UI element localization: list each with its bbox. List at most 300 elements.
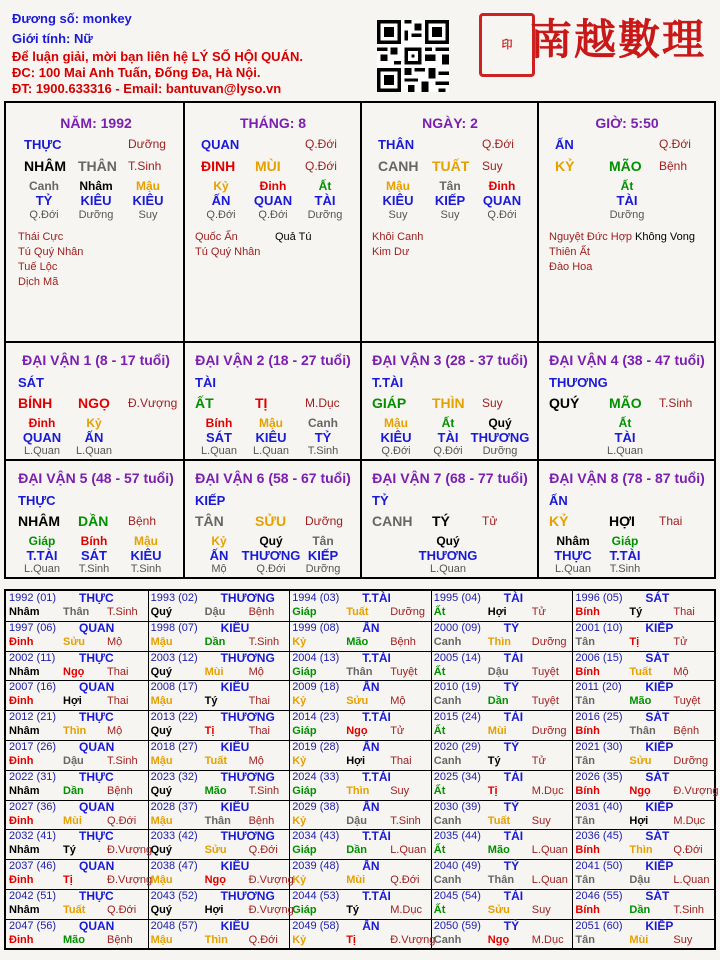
heavenly-stem: KỶ xyxy=(555,158,575,174)
year-label: 2038 (47) xyxy=(150,860,198,873)
year-ten-god: QUAN xyxy=(79,740,115,754)
year-label: 2041 (50) xyxy=(575,860,623,873)
year-label: 2007 (16) xyxy=(9,681,57,694)
year-ten-god: ẤN xyxy=(362,918,380,933)
year-life-stage: Tử xyxy=(390,725,405,738)
year-cell xyxy=(290,740,431,770)
year-cell xyxy=(573,859,714,889)
luck-stem: NHÂM xyxy=(18,513,60,529)
luck-hidden-life-stage: L.Quan xyxy=(606,445,644,457)
year-branch: Tị xyxy=(629,635,640,648)
year-branch: Dần xyxy=(629,904,651,916)
branch-life-stage: Q.Đới xyxy=(305,159,337,173)
year-stem: Bính xyxy=(575,904,600,916)
year-branch: Hợi xyxy=(487,606,507,618)
luck-hidden-life-stage: Q.Đới xyxy=(433,445,463,457)
year-stem: Đinh xyxy=(9,933,34,946)
luck-hidden-ten-god: SÁT xyxy=(81,548,107,563)
luck-branch-life-stage: Dưỡng xyxy=(305,514,343,528)
year-branch: Tị xyxy=(63,874,73,887)
luck-hidden-stem: Bính xyxy=(205,416,233,430)
year-ten-god: KIÊU xyxy=(220,859,250,874)
year-ten-god: TÀI xyxy=(503,591,524,605)
luck-ten-god: T.TÀI xyxy=(372,375,404,390)
year-label: 2020 (29) xyxy=(433,741,481,753)
year-stem: Tân xyxy=(575,755,595,767)
year-branch: Sửu xyxy=(63,635,86,648)
year-label: 2008 (17) xyxy=(150,681,198,694)
year-ten-god: TỶ xyxy=(503,799,520,814)
pillar-title: GIỜ: 5:50 xyxy=(595,115,659,131)
year-life-stage: Đ.Vượng xyxy=(390,933,436,946)
luck-hidden-stem: Kỷ xyxy=(86,416,102,430)
luck-stem: GIÁP xyxy=(372,395,407,411)
year-branch: Sửu xyxy=(346,695,369,708)
luck-hidden-stem: Giáp xyxy=(28,534,56,548)
pillar-cell xyxy=(539,103,714,339)
year-label: 2031 (40) xyxy=(575,800,623,813)
luck-ten-god: THỰC xyxy=(18,493,56,508)
year-label: 1993 (02) xyxy=(150,592,198,604)
year-label: 2036 (45) xyxy=(575,830,623,843)
year-life-stage: Q.Đới xyxy=(673,844,703,857)
auspicious-star: Quốc Ấn xyxy=(195,231,238,243)
luck-hidden-life-stage: T.Sinh xyxy=(78,563,110,575)
luck-hidden-stem: Quý xyxy=(259,534,283,548)
hidden-ten-god: ẤN xyxy=(211,193,231,208)
year-branch: Tuất xyxy=(204,755,227,767)
year-ten-god: TÀI xyxy=(503,829,524,844)
year-label: 2043 (52) xyxy=(150,890,198,902)
year-branch: Dậu xyxy=(204,606,226,618)
year-stem: Giáp xyxy=(292,665,317,678)
pillar-cell xyxy=(8,103,183,339)
year-stem: Quý xyxy=(150,784,172,797)
year-ten-god: TỶ xyxy=(503,620,520,635)
luck-hidden-life-stage: L.Quan xyxy=(75,445,113,457)
year-stem: Kỷ xyxy=(292,755,307,767)
year-stem: Giáp xyxy=(292,784,317,797)
year-branch: Thân xyxy=(204,814,231,827)
earthly-branch: MÃO xyxy=(609,158,642,174)
year-cell xyxy=(290,651,431,681)
year-stem: Bính xyxy=(575,665,600,678)
year-ten-god: QUAN xyxy=(79,918,115,933)
luck-period-title: ĐẠI VẬN 6 (58 - 67 tuổi) xyxy=(195,470,351,486)
luck-branch-life-stage: Tử xyxy=(482,514,498,528)
hidden-life-stage: Dưỡng xyxy=(307,209,343,221)
luck-branch-life-stage: M.Dục xyxy=(305,396,340,410)
luck-hidden-ten-god: TỶ xyxy=(314,430,332,445)
year-label: 2021 (30) xyxy=(575,741,623,753)
year-ten-god: THƯƠNG xyxy=(220,650,275,665)
hidden-ten-god: KIẾP xyxy=(434,193,466,208)
year-ten-god: THƯƠNG xyxy=(220,710,275,725)
year-ten-god: QUAN xyxy=(79,620,115,635)
year-stem: Giáp xyxy=(292,904,317,916)
year-branch: Tị xyxy=(346,933,356,946)
year-label: 2005 (14) xyxy=(433,651,481,664)
pillar-title: NĂM: 1992 xyxy=(60,115,132,131)
luck-stem: CANH xyxy=(372,513,413,529)
year-branch: Thìn xyxy=(204,933,228,946)
luck-hidden-ten-god: KIÊU xyxy=(130,548,162,563)
year-stem: Canh xyxy=(433,933,462,946)
luck-hidden-stem: Bính xyxy=(80,534,108,548)
luck-hidden-stem: Quý xyxy=(488,416,512,430)
year-stem: Ất xyxy=(433,665,446,678)
year-branch: Mão xyxy=(629,695,652,708)
hidden-stem: Đinh xyxy=(259,179,287,193)
year-life-stage: Thai xyxy=(248,695,270,708)
year-branch: Ngọ xyxy=(346,725,368,738)
luck-hidden-life-stage: L.Quan xyxy=(429,563,467,575)
year-branch: Dậu xyxy=(346,814,367,827)
stem-life-stage: Q.Đới xyxy=(659,137,691,151)
hidden-ten-god: QUAN xyxy=(482,193,522,208)
hidden-stem: Ất xyxy=(318,179,332,193)
year-label: 2011 (20) xyxy=(575,681,622,694)
year-branch: Mão xyxy=(346,635,369,648)
year-stem: Bính xyxy=(575,784,600,797)
hidden-life-stage: Q.Đới xyxy=(29,209,59,221)
luck-ten-god: ẤN xyxy=(549,493,568,508)
hidden-ten-god: KIÊU xyxy=(382,193,414,208)
year-cell xyxy=(149,651,290,681)
year-ten-god: KIÊU xyxy=(220,620,250,635)
luck-ten-god: THƯƠNG xyxy=(549,375,608,390)
luck-ten-god: TÀI xyxy=(195,375,216,390)
year-life-stage: Mộ xyxy=(248,665,264,678)
year-ten-god: THỰC xyxy=(79,829,114,844)
hidden-stem: Nhâm xyxy=(79,179,113,193)
pillar-title: THÁNG: 8 xyxy=(239,115,307,131)
year-label: 2044 (53) xyxy=(292,890,340,902)
stem-life-stage: Q.Đới xyxy=(305,137,337,151)
year-cell xyxy=(7,770,148,800)
year-label: 2046 (55) xyxy=(575,890,623,902)
year-label: 1997 (06) xyxy=(9,621,57,634)
year-stem: Tân xyxy=(575,874,595,887)
earthly-branch: THÂN xyxy=(78,158,117,174)
year-label: 2049 (58) xyxy=(292,919,340,932)
year-ten-god: THƯƠNG xyxy=(220,591,275,605)
luck-branch: MÃO xyxy=(609,395,642,411)
ten-god-label: THÂN xyxy=(378,137,415,152)
luck-branch: DẦN xyxy=(78,513,109,529)
year-cell xyxy=(432,680,573,710)
auspicious-star: Nguyệt Đức Hợp xyxy=(549,231,633,243)
header xyxy=(0,0,720,100)
year-branch: Ngọ xyxy=(63,665,85,678)
hidden-life-stage: Suy xyxy=(388,209,408,221)
luck-stem: QUÝ xyxy=(549,395,580,411)
luck-hidden-ten-god: THƯƠNG xyxy=(470,430,530,445)
year-branch: Tuất xyxy=(63,904,86,916)
year-stem: Bính xyxy=(575,725,600,738)
year-branch: Tý xyxy=(204,695,218,708)
year-stem: Ất xyxy=(433,844,446,857)
year-life-stage: Mộ xyxy=(390,695,406,708)
year-life-stage: Đ.Vượng xyxy=(673,784,719,797)
year-label: 2003 (12) xyxy=(150,651,198,664)
year-stem: Nhâm xyxy=(9,844,40,857)
year-stem: Canh xyxy=(433,814,462,827)
year-stem: Nhâm xyxy=(9,665,40,678)
year-label: 2028 (37) xyxy=(150,800,198,813)
luck-period-cell xyxy=(539,461,714,577)
year-stem: Đinh xyxy=(9,635,34,648)
year-branch: Thân xyxy=(629,725,656,738)
year-life-stage: Đ.Vượng xyxy=(107,844,153,857)
year-stem: Đinh xyxy=(9,695,34,708)
year-cell xyxy=(7,710,148,740)
year-life-stage: Q.Đới xyxy=(390,874,420,887)
year-stem: Giáp xyxy=(292,844,317,857)
luck-hidden-stem: Quý xyxy=(436,534,460,548)
luck-hidden-ten-god: KIÊU xyxy=(255,430,287,445)
year-stem: Kỷ xyxy=(292,874,307,887)
luck-period-title: ĐẠI VẬN 5 (48 - 57 tuổi) xyxy=(18,470,174,486)
year-life-stage: Mộ xyxy=(673,665,689,678)
year-branch: Dậu xyxy=(487,665,509,678)
year-life-stage: Tuyệt xyxy=(531,695,559,708)
hidden-stem: Mậu xyxy=(136,179,160,193)
year-life-stage: L.Quan xyxy=(531,844,568,857)
stem-life-stage: Q.Đới xyxy=(482,137,514,151)
luck-hidden-life-stage: Q.Đới xyxy=(381,445,411,457)
year-stem: Mậu xyxy=(150,755,173,767)
year-label: 2029 (38) xyxy=(292,800,340,813)
year-branch: Mão xyxy=(487,844,510,857)
year-label: 1995 (04) xyxy=(433,592,481,604)
year-branch: Tuất xyxy=(346,606,369,618)
luck-period-title: ĐẠI VẬN 7 (68 - 77 tuổi) xyxy=(372,470,528,486)
year-stem: Đinh xyxy=(9,814,34,827)
year-life-stage: T.Sinh xyxy=(673,904,704,916)
contact-intro: Để luận giải, mời bạn liên hệ LÝ SỐ HỘI QUÁN. xyxy=(12,49,303,64)
year-life-stage: Bệnh xyxy=(248,606,275,618)
year-branch: Tuất xyxy=(629,665,652,678)
year-label: 2019 (28) xyxy=(292,741,340,753)
year-life-stage: L.Quan xyxy=(673,874,710,887)
year-stem: Canh xyxy=(433,874,462,887)
year-ten-god: THỰC xyxy=(79,650,114,665)
year-label: 2048 (57) xyxy=(150,919,198,932)
year-life-stage: T.Sinh xyxy=(390,814,421,827)
year-life-stage: Thai xyxy=(107,695,129,708)
luck-hidden-stem: Giáp xyxy=(611,534,639,548)
year-ten-god: ẤN xyxy=(362,799,380,814)
year-branch: Dần xyxy=(346,844,367,857)
owner-name: Đương số: monkey xyxy=(12,11,132,26)
year-cell xyxy=(432,919,573,949)
luck-hidden-life-stage: T.Sinh xyxy=(307,445,339,457)
contact-address: ĐC: 100 Mai Anh Tuấn, Đống Đa, Hà Nội. xyxy=(12,65,261,80)
luck-period-title: ĐẠI VẬN 8 (78 - 87 tuổi) xyxy=(549,470,705,486)
luck-period-title: ĐẠI VẬN 2 (18 - 27 tuổi) xyxy=(195,352,351,368)
year-cell xyxy=(7,621,148,651)
year-label: 2002 (11) xyxy=(9,651,56,664)
year-branch: Dần xyxy=(204,635,226,648)
year-label: 2004 (13) xyxy=(292,651,340,664)
luck-branch: THÌN xyxy=(432,395,465,411)
year-ten-god: QUAN xyxy=(79,859,115,874)
year-branch: Thìn xyxy=(63,725,87,738)
year-stem: Quý xyxy=(150,606,172,618)
luck-ten-god: TỶ xyxy=(372,493,389,508)
year-stem: Bính xyxy=(575,606,600,618)
year-label: 1994 (03) xyxy=(292,592,340,604)
year-ten-god: TỶ xyxy=(503,918,520,933)
year-life-stage: Mộ xyxy=(107,635,123,648)
luck-hidden-life-stage: T.Sinh xyxy=(609,563,641,575)
year-label: 1998 (07) xyxy=(150,621,198,634)
year-cell xyxy=(432,591,573,621)
year-branch: Ngọ xyxy=(629,784,651,797)
hidden-stem: Đinh xyxy=(488,179,516,193)
year-life-stage: Bệnh xyxy=(107,933,133,946)
year-ten-god: KIẾP xyxy=(645,859,674,874)
contact-phone-email: ĐT: 1900.633316 - Email: bantuvan@lyso.vn xyxy=(12,81,282,96)
year-stem: Quý xyxy=(150,725,172,738)
year-stem: Canh xyxy=(433,755,462,767)
year-stem: Tân xyxy=(575,635,595,648)
year-stem: Ất xyxy=(433,784,446,797)
year-cell xyxy=(149,621,290,651)
year-label: 2015 (24) xyxy=(433,711,481,724)
luck-stem: BÍNH xyxy=(18,395,53,411)
year-ten-god: THỰC xyxy=(79,591,114,605)
year-branch: Thân xyxy=(487,874,515,887)
year-stem: Nhâm xyxy=(9,904,40,916)
year-life-stage: Dưỡng xyxy=(531,725,567,738)
year-label: 2051 (60) xyxy=(575,919,623,932)
luck-period-cell xyxy=(8,343,183,459)
year-stem: Tân xyxy=(575,933,595,946)
year-life-stage: L.Quan xyxy=(531,874,568,887)
luck-period-cell xyxy=(539,343,714,459)
year-life-stage: Tử xyxy=(531,755,546,767)
year-stem: Đinh xyxy=(9,755,34,767)
year-label: 2027 (36) xyxy=(9,800,57,813)
year-label: 2001 (10) xyxy=(575,621,623,634)
luck-period-cell xyxy=(362,343,537,459)
year-life-stage: Dưỡng xyxy=(531,635,567,648)
year-branch: Dậu xyxy=(63,755,84,767)
year-stem: Ất xyxy=(433,904,446,916)
year-branch: Mùi xyxy=(346,874,366,887)
year-stem: Ất xyxy=(433,606,446,618)
year-ten-god: KIÊU xyxy=(220,918,250,933)
year-life-stage: Suy xyxy=(531,904,551,916)
luck-ten-god: KIẾP xyxy=(195,493,226,508)
year-ten-god: SÁT xyxy=(645,829,670,844)
year-label: 2040 (49) xyxy=(433,860,481,873)
stem-life-stage: Dưỡng xyxy=(128,137,166,151)
year-stem: Mậu xyxy=(150,874,173,887)
luck-branch-life-stage: Đ.Vượng xyxy=(128,396,178,410)
luck-hidden-life-stage: L.Quan xyxy=(23,445,61,457)
year-cell xyxy=(290,918,436,949)
year-ten-god: ẤN xyxy=(362,740,380,754)
luck-hidden-ten-god: ẤN xyxy=(84,430,104,445)
year-life-stage: T.Sinh xyxy=(248,784,280,797)
auspicious-star: Tú Quý Nhân xyxy=(18,246,84,258)
year-cell xyxy=(7,889,148,919)
luck-hidden-ten-god: THƯƠNG xyxy=(241,548,301,563)
luck-hidden-life-stage: Dưỡng xyxy=(482,445,518,457)
luck-ten-god: SÁT xyxy=(18,375,44,390)
year-ten-god: KIẾP xyxy=(645,620,674,635)
seal-stamp-icon: 印 xyxy=(479,13,535,77)
year-cell xyxy=(432,829,573,859)
year-cell xyxy=(573,889,714,919)
year-ten-god: ẤN xyxy=(362,859,380,874)
brand-logo: 南越數理 xyxy=(530,15,707,64)
year-stem: Mậu xyxy=(150,814,173,827)
year-cell xyxy=(290,680,431,710)
year-cell xyxy=(149,800,290,830)
year-ten-god: TÀI xyxy=(503,769,524,784)
luck-stem: KỶ xyxy=(549,513,569,529)
year-ten-god: KIÊU xyxy=(220,680,250,695)
year-cell xyxy=(149,859,294,889)
year-life-stage: Suy xyxy=(531,814,551,827)
luck-branch-life-stage: T.Sinh xyxy=(659,396,693,410)
year-ten-god: THỰC xyxy=(79,889,114,903)
year-cell xyxy=(7,680,148,710)
year-label: 2009 (18) xyxy=(292,681,340,694)
year-label: 2018 (27) xyxy=(150,741,198,753)
luck-hidden-stem: Mậu xyxy=(134,534,158,548)
year-cell xyxy=(432,740,573,770)
year-label: 2006 (15) xyxy=(575,651,623,664)
year-branch: Ngọ xyxy=(487,933,510,946)
hidden-ten-god: TỶ xyxy=(35,193,53,208)
branch-life-stage: Suy xyxy=(482,159,503,173)
year-ten-god: THƯƠNG xyxy=(220,769,275,784)
auspicious-star: Khôi Canh xyxy=(372,231,424,243)
year-life-stage: M.Dục xyxy=(531,933,564,946)
year-ten-god: TÀI xyxy=(503,710,524,725)
luck-hidden-ten-god: T.TÀI xyxy=(26,548,58,563)
ten-god-label: QUAN xyxy=(201,137,240,152)
luck-branch: NGỌ xyxy=(78,395,110,411)
year-life-stage: Suy xyxy=(673,933,693,946)
luck-hidden-life-stage: L.Quan xyxy=(252,445,290,457)
year-cell xyxy=(290,770,431,800)
year-ten-god: T.TÀI xyxy=(362,889,391,903)
year-ten-god: SÁT xyxy=(645,650,670,665)
luck-period-cell xyxy=(8,461,183,577)
year-ten-god: T.TÀI xyxy=(362,591,391,605)
qr-code-icon xyxy=(377,20,449,92)
luck-hidden-ten-god: QUAN xyxy=(22,430,62,445)
year-stem: Đinh xyxy=(9,874,34,887)
year-stem: Mậu xyxy=(150,695,173,708)
year-cell xyxy=(290,889,431,919)
year-cell xyxy=(7,800,148,830)
year-label: 2017 (26) xyxy=(9,741,57,753)
year-branch: Hợi xyxy=(346,755,366,767)
heavenly-stem: CANH xyxy=(378,158,419,174)
hidden-life-stage: Suy xyxy=(440,209,460,221)
luck-hidden-stem: Kỷ xyxy=(211,534,227,548)
year-label: 2030 (39) xyxy=(433,800,481,813)
branch-life-stage: Bệnh xyxy=(659,159,688,173)
year-life-stage: Đ.Vượng xyxy=(248,874,294,887)
